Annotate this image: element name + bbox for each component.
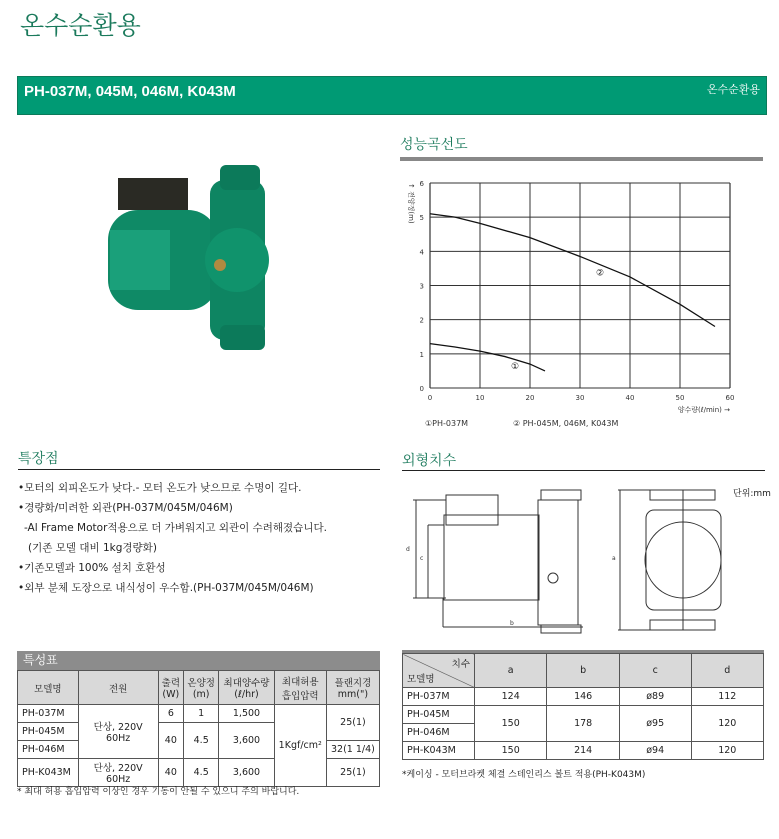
column-header: c bbox=[619, 654, 691, 688]
feature-item: (기존 모델 대비 1kg경량화) bbox=[28, 542, 157, 554]
d-cell: 120 bbox=[691, 706, 763, 742]
a-cell: 150 bbox=[475, 742, 547, 760]
power-cell: 단상, 220V 60Hz bbox=[78, 705, 158, 759]
banner-category: 온수순환용 bbox=[706, 83, 760, 96]
model-banner bbox=[17, 76, 767, 115]
column-header: a bbox=[475, 654, 547, 688]
dimension-table bbox=[402, 653, 764, 760]
x-axis-label: 양수량(ℓ/min) → bbox=[677, 406, 730, 414]
model-cell: PH-037M bbox=[18, 705, 79, 723]
feature-item: •기존모델과 100% 설치 호환성 bbox=[18, 562, 166, 574]
svg-text:a: a bbox=[612, 555, 616, 562]
column-header: 플랜지경 mm(") bbox=[326, 671, 379, 705]
corner-bottom: 모델명 bbox=[407, 674, 435, 685]
head-cell: 4.5 bbox=[184, 759, 219, 787]
column-header: 출력 (W) bbox=[158, 671, 183, 705]
pump-photo bbox=[100, 160, 280, 355]
y-tick-label: 5 bbox=[419, 214, 424, 223]
model-cell: PH-045M bbox=[18, 723, 79, 741]
performance-chart bbox=[395, 165, 779, 440]
features-list bbox=[18, 478, 327, 598]
x-tick-label: 50 bbox=[675, 394, 685, 402]
feature-item: •외부 분체 도장으로 내식성이 우수함.(PH-037M/045M/046M) bbox=[18, 582, 314, 594]
unit-label: 단위:mm bbox=[733, 489, 771, 499]
column-header: 최대양수량 (ℓ/hr) bbox=[219, 671, 274, 705]
output-cell: 40 bbox=[158, 723, 183, 759]
column-header: 전원 bbox=[78, 671, 158, 705]
spec-table bbox=[17, 670, 380, 787]
flow-cell: 3,600 bbox=[219, 759, 274, 787]
model-cell: PH-037M bbox=[403, 688, 475, 706]
column-header: 모델명 bbox=[18, 671, 79, 705]
performance-heading: 성능곡선도 bbox=[400, 137, 468, 153]
a-cell: 124 bbox=[475, 688, 547, 706]
divider bbox=[18, 469, 380, 470]
output-cell: 6 bbox=[158, 705, 183, 723]
dimension-drawing bbox=[398, 485, 728, 635]
flow-cell: 1,500 bbox=[219, 705, 274, 723]
divider bbox=[400, 157, 763, 161]
x-tick-label: 30 bbox=[575, 394, 585, 402]
d-cell: 120 bbox=[691, 742, 763, 760]
y-tick-label: 1 bbox=[419, 350, 424, 359]
flange-cell: 25(1) bbox=[326, 759, 379, 787]
table-row bbox=[403, 688, 764, 706]
model-cell: PH-K043M bbox=[403, 742, 475, 760]
column-header: 온양정 (m) bbox=[184, 671, 219, 705]
flow-cell: 3,600 bbox=[219, 723, 274, 759]
y-tick-label: 0 bbox=[419, 385, 424, 393]
b-cell: 146 bbox=[547, 688, 619, 706]
model-cell: PH-045M bbox=[403, 706, 475, 724]
head-cell: 4.5 bbox=[184, 723, 219, 759]
banner-models: PH-037M, 045M, 046M, K043M bbox=[24, 83, 236, 100]
features-heading: 특장점 bbox=[18, 451, 59, 467]
x-tick-label: 10 bbox=[475, 394, 485, 402]
model-cell: PH-K043M bbox=[18, 759, 79, 787]
corner-top: 치수 bbox=[451, 659, 470, 670]
feature-item: •경량화/미려한 외관(PH-037M/045M/046M) bbox=[18, 502, 233, 514]
table-row bbox=[18, 705, 380, 723]
flange-cell: 25(1) bbox=[326, 705, 379, 741]
series-line-1 bbox=[430, 344, 545, 371]
c-cell: ø95 bbox=[619, 706, 691, 742]
power-cell: 단상, 220V 60Hz bbox=[78, 759, 158, 787]
d-cell: 112 bbox=[691, 688, 763, 706]
spec-note: * 최대 허용 흡입압력 이상인 경우 기동이 안될 수 있으니 주의 바랍니다. bbox=[17, 787, 300, 797]
output-cell: 40 bbox=[158, 759, 183, 787]
y-tick-label: 6 bbox=[419, 180, 424, 188]
spec-heading: 특성표 bbox=[17, 651, 380, 670]
dimension-note: *케이싱 - 모터브라켓 체결 스테인리스 볼트 적용(PH-K043M) bbox=[402, 770, 646, 780]
pressure-cell: 1Kgf/cm² bbox=[274, 705, 326, 787]
divider bbox=[402, 470, 765, 471]
y-tick-label: 2 bbox=[419, 316, 424, 325]
y-axis-label: ↑ 전양정(m) bbox=[407, 183, 415, 224]
model-cell: PH-046M bbox=[403, 724, 475, 742]
x-tick-label: 0 bbox=[427, 394, 433, 402]
feature-item: •모터의 외피온도가 낮다.- 모터 온도가 낮으므로 수명이 길다. bbox=[18, 482, 302, 494]
b-cell: 178 bbox=[547, 706, 619, 742]
a-cell: 150 bbox=[475, 706, 547, 742]
y-tick-label: 4 bbox=[419, 248, 424, 257]
feature-item: -Al Frame Motor적용으로 더 가벼워지고 외관이 수려해졌습니다. bbox=[24, 522, 327, 534]
y-tick-label: 3 bbox=[419, 282, 424, 291]
legend-item: ①PH-037M bbox=[425, 419, 469, 428]
column-header: d bbox=[691, 654, 763, 688]
model-cell: PH-046M bbox=[18, 741, 79, 759]
head-cell: 1 bbox=[184, 705, 219, 723]
x-tick-label: 60 bbox=[725, 394, 735, 402]
svg-text:b: b bbox=[510, 620, 514, 627]
table-row bbox=[403, 706, 764, 724]
x-tick-label: 40 bbox=[625, 394, 635, 402]
svg-text:c: c bbox=[420, 555, 424, 562]
series-marker: ② bbox=[595, 268, 605, 279]
b-cell: 214 bbox=[547, 742, 619, 760]
table-row bbox=[403, 742, 764, 760]
dimensions-heading: 외형치수 bbox=[402, 453, 457, 469]
svg-text:d: d bbox=[406, 546, 410, 553]
flange-cell: 32(1 1/4) bbox=[326, 741, 379, 759]
x-tick-label: 20 bbox=[525, 394, 535, 402]
c-cell: ø94 bbox=[619, 742, 691, 760]
corner-header bbox=[403, 654, 475, 688]
page-title: 온수순환용 bbox=[20, 11, 141, 40]
legend-item: ② PH-045M, 046M, K043M bbox=[513, 419, 619, 428]
series-line-2 bbox=[430, 214, 715, 327]
c-cell: ø89 bbox=[619, 688, 691, 706]
series-marker: ① bbox=[510, 362, 520, 373]
column-header: 최대허용 흡입압력 bbox=[274, 671, 326, 705]
column-header: b bbox=[547, 654, 619, 688]
